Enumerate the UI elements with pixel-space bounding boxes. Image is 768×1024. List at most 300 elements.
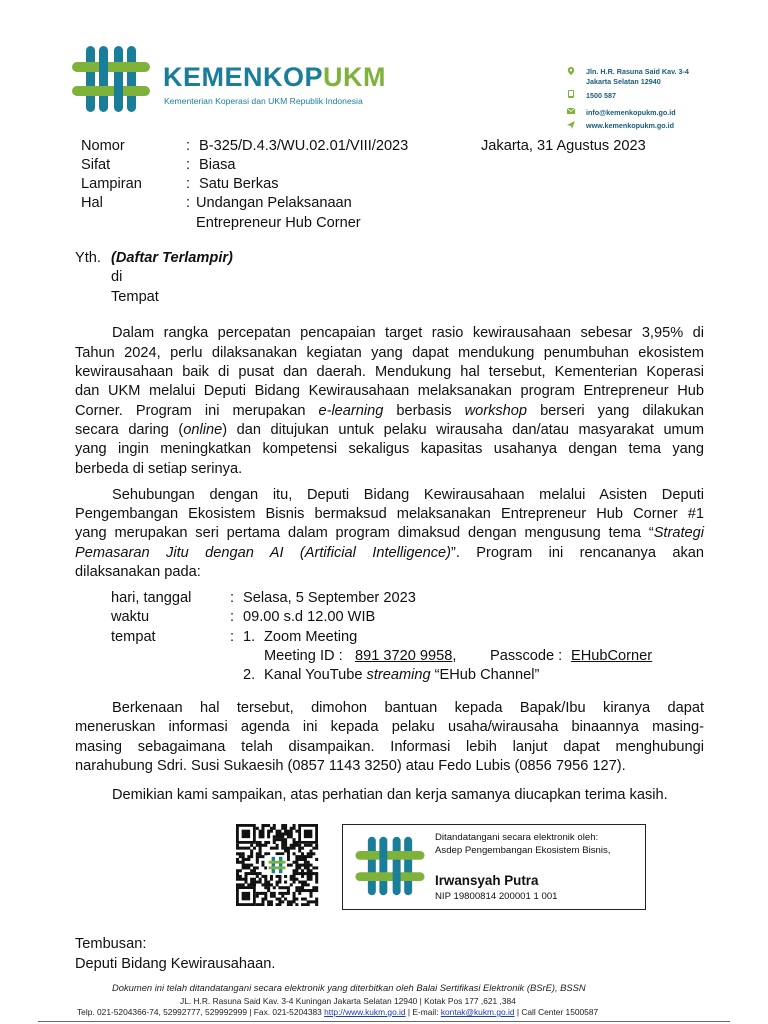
qr-module — [267, 824, 270, 827]
qr-module — [298, 872, 301, 875]
qr-module — [256, 895, 259, 898]
p1-line-6 — [75, 421, 704, 441]
contact-address-line2: Jakarta Selatan 12940 — [586, 77, 661, 86]
qr-module — [310, 900, 313, 903]
qr-module — [298, 858, 301, 861]
recipient-name: (Daftar Terlampir) — [111, 250, 233, 266]
qr-module — [270, 895, 273, 898]
qr-module — [276, 898, 279, 901]
qr-module — [267, 830, 270, 833]
qr-module — [301, 881, 304, 884]
qr-module — [273, 835, 276, 838]
qr-module — [310, 852, 313, 855]
qr-module — [304, 855, 307, 858]
qr-module — [259, 832, 262, 835]
qr-module — [253, 872, 256, 875]
p1-l5b: e-learning — [318, 403, 384, 419]
p2-line-5: dilaksanakan pada: — [75, 564, 201, 580]
qr-module — [287, 832, 290, 835]
qr-module — [236, 858, 239, 861]
qr-module — [281, 900, 284, 903]
qr-module — [276, 835, 279, 838]
qr-module — [278, 903, 281, 906]
qr-module — [242, 864, 245, 867]
send-icon — [567, 121, 575, 129]
item1-number: 1. — [243, 629, 256, 645]
qr-module — [242, 866, 245, 869]
qr-module — [307, 872, 310, 875]
qr-module — [298, 881, 301, 884]
qr-module — [261, 900, 264, 903]
nomor-label: Nomor — [81, 138, 125, 154]
qr-module — [259, 830, 262, 833]
qr-module — [278, 881, 281, 884]
qr-module — [301, 858, 304, 861]
qr-module — [239, 878, 242, 881]
qr-module — [301, 875, 304, 878]
p1-l5a: Corner. Program ini merupakan — [75, 403, 306, 419]
footer-web-link[interactable]: http://www.kukm.go.id — [324, 1007, 406, 1017]
item2-number: 2. — [243, 667, 256, 683]
qr-module — [261, 855, 264, 858]
footer-telp: Telp. 021-5204366-74, 52992777, 529992999 | Fax. 021-5204383 — [77, 1007, 322, 1017]
qr-module — [298, 892, 301, 895]
qr-module — [298, 855, 301, 858]
qr-module — [281, 892, 284, 895]
qr-module — [256, 841, 259, 844]
qr-module — [259, 844, 262, 847]
qr-module — [250, 881, 253, 884]
qr-module — [293, 827, 296, 830]
qr-module — [278, 900, 281, 903]
qr-module — [304, 872, 307, 875]
brand-title — [163, 62, 386, 93]
qr-module — [256, 866, 259, 869]
qr-module — [315, 889, 318, 892]
qr-module — [270, 875, 273, 878]
qr-module — [301, 852, 304, 855]
qr-module — [307, 861, 310, 864]
qr-module — [236, 883, 239, 886]
footer-contacts — [77, 1007, 598, 1017]
qr-module — [293, 878, 296, 881]
closing-thanks: Demikian kami sampaikan, atas perhatian dan kerja samanya diucapkan terima kasih. — [112, 787, 668, 803]
qr-module — [295, 830, 298, 833]
qr-module — [264, 886, 267, 889]
qr-module — [256, 872, 259, 875]
qr-module — [253, 883, 256, 886]
qr-module — [270, 827, 273, 830]
qr-module — [242, 892, 250, 900]
qr-module — [247, 866, 250, 869]
qr-module — [261, 883, 264, 886]
qr-module — [304, 864, 307, 867]
p2-line-4 — [75, 544, 704, 564]
qr-module — [247, 864, 250, 867]
qr-module — [264, 841, 267, 844]
qr-module — [256, 881, 259, 884]
footer-email-sep: | E-mail: — [405, 1007, 441, 1017]
qr-module — [315, 881, 318, 884]
qr-module — [270, 903, 273, 906]
qr-module — [290, 827, 293, 830]
qr-module — [242, 883, 245, 886]
footer-email-link[interactable]: kontak@kukm.go.id — [440, 1007, 515, 1017]
qr-module — [264, 881, 267, 884]
qr-module — [301, 889, 304, 892]
qr-module — [264, 852, 267, 855]
qr-module — [310, 872, 313, 875]
p1-line-5 — [75, 402, 704, 422]
signature-logo-icon — [355, 835, 425, 897]
qr-module — [259, 892, 262, 895]
qr-module — [307, 844, 310, 847]
qr-module — [278, 892, 281, 895]
qr-module — [236, 844, 239, 847]
signer-name: Irwansyah Putra — [435, 873, 539, 888]
qr-module — [310, 855, 313, 858]
qr-module — [293, 861, 296, 864]
qr-module — [270, 830, 273, 833]
p2-l4a: Pemasaran Jitu dengan AI (Artificial Intelligence) — [75, 545, 451, 561]
p1-l6c: ) dan ditujukan untuk pelaku wirausaha dan/atau masyarakat umum — [222, 422, 704, 438]
qr-module — [256, 858, 259, 861]
qr-module — [250, 872, 253, 875]
meeting-id-link[interactable]: 891 3720 9958 — [355, 648, 453, 664]
qr-module — [256, 903, 259, 906]
qr-module — [264, 898, 267, 901]
qr-module — [307, 866, 310, 869]
hari-colon: : — [230, 590, 235, 606]
qr-module — [290, 835, 293, 838]
qr-module — [239, 847, 242, 850]
qr-module — [293, 844, 296, 847]
qr-module — [298, 864, 301, 867]
qr-module — [310, 849, 313, 852]
p1-line-3: kewirausahaan baik di pusat dan daerah. Mendukung hal tersebut, Kementerian Koperasi — [75, 364, 704, 380]
qr-module — [244, 878, 247, 881]
recipient-place: Tempat — [111, 289, 159, 305]
qr-module — [298, 844, 301, 847]
qr-module — [284, 832, 287, 835]
lampiran-colon: : — [186, 176, 191, 192]
qr-module — [284, 898, 287, 901]
waktu-value: 09.00 s.d 12.00 WIB — [243, 609, 376, 625]
qr-module — [293, 869, 296, 872]
qr-module — [256, 861, 259, 864]
qr-module — [290, 903, 293, 906]
qr-module — [281, 852, 284, 855]
qr-module — [264, 878, 267, 881]
qr-module — [307, 900, 310, 903]
qr-module — [281, 835, 284, 838]
hari-value: Selasa, 5 September 2023 — [243, 590, 416, 606]
qr-module — [250, 878, 253, 881]
qr-module — [250, 864, 253, 867]
meeting-id-value[interactable]: 891 3720 9958, — [355, 648, 457, 664]
qr-module — [307, 855, 310, 858]
qr-module — [295, 903, 298, 906]
qr-module — [273, 892, 276, 895]
qr-module — [244, 847, 247, 850]
qr-module — [293, 824, 296, 827]
qr-module — [295, 861, 298, 864]
p1-line-7: yang ingin meningkatkan kompetensi sekaligus kapasitas usahanya dengan tema yang — [75, 441, 704, 457]
qr-module — [287, 889, 290, 892]
signer-nip: NIP 19800814 200001 1 001 — [435, 891, 558, 902]
p1-line-1: Dalam rangka percepatan pencapaian target rasio kewirausahaan sebesar 3,95% di — [112, 325, 704, 341]
tempat-label: tempat — [111, 629, 156, 645]
item2b: streaming — [366, 667, 431, 683]
qr-module — [287, 852, 290, 855]
qr-module — [298, 849, 301, 852]
qr-module — [261, 861, 264, 864]
qr-module — [276, 838, 279, 841]
qr-module — [298, 866, 301, 869]
hal-value-line1: Undangan Pelaksanaan — [196, 195, 352, 211]
contact-email[interactable]: info@kemenkopukm.go.id — [586, 108, 676, 117]
qr-module — [312, 889, 315, 892]
qr-module — [256, 852, 259, 855]
qr-module — [270, 892, 273, 895]
qr-module — [276, 903, 279, 906]
qr-module — [315, 903, 318, 906]
qr-module — [244, 858, 247, 861]
qr-module — [236, 847, 239, 850]
qr-module — [301, 903, 304, 906]
qr-module — [278, 898, 281, 901]
qr-module — [307, 875, 310, 878]
qr-module — [281, 832, 284, 835]
qr-module — [259, 881, 262, 884]
qr-module — [295, 869, 298, 872]
hal-colon: : — [186, 195, 191, 211]
p3-line-1: Berkenaan hal tersebut, dimohon bantuan kepada Bapak/Ibu kiranya dapat — [112, 700, 704, 716]
qr-module — [242, 830, 250, 838]
qr-module — [281, 847, 284, 850]
qr-module — [304, 844, 307, 847]
qr-module — [256, 855, 259, 858]
qr-module — [259, 855, 262, 858]
qr-module — [284, 841, 287, 844]
p3-line-3: masing sebagaimana telah disampaikan. Informasi lebih lanjut dapat menghubungi — [75, 739, 704, 755]
qr-module — [284, 892, 287, 895]
passcode-value[interactable] — [571, 647, 652, 667]
waktu-label: waktu — [111, 609, 150, 625]
p1-line-8: berbeda di setiap serinya. — [75, 461, 243, 477]
place-date: Jakarta, 31 Agustus 2023 — [481, 138, 646, 154]
qr-module — [293, 892, 296, 895]
qr-module — [264, 824, 267, 827]
qr-module — [276, 875, 279, 878]
qr-module — [267, 852, 270, 855]
qr-module — [315, 878, 318, 881]
qr-module — [267, 886, 270, 889]
yth-label: Yth. — [75, 250, 101, 266]
footer-address: JL. H.R. Rasuna Said Kav. 3-4 Kuningan Jakarta Selatan 12940 | Kotak Pos 177 ,621 ,384 — [180, 996, 516, 1006]
cc-recipient: Deputi Bidang Kewirausahaan. — [75, 956, 276, 972]
qr-module — [242, 878, 245, 881]
qr-module — [290, 883, 293, 886]
qr-module — [261, 875, 264, 878]
qr-module — [295, 878, 298, 881]
qr-module — [276, 883, 279, 886]
qr-module — [261, 844, 264, 847]
p1-l6b: online — [183, 422, 223, 438]
qr-module — [253, 847, 256, 850]
qr-module — [264, 895, 267, 898]
qr-module — [273, 841, 276, 844]
waktu-colon: : — [230, 609, 235, 625]
qr-code — [233, 824, 321, 906]
qr-module — [307, 869, 310, 872]
p1-line-2: Tahun 2024, perlu dilaksanakan kegiatan yang dapat mendukung penumbuhan ekosistem — [75, 345, 704, 361]
qr-module — [261, 892, 264, 895]
qr-module — [250, 855, 253, 858]
qr-module — [239, 875, 242, 878]
qr-module — [279, 857, 282, 873]
qr-module — [256, 875, 259, 878]
qr-module — [307, 852, 310, 855]
qr-module — [259, 878, 262, 881]
qr-module — [287, 855, 290, 858]
qr-module — [287, 864, 290, 867]
qr-module — [295, 841, 298, 844]
nomor-value: B-325/D.4.3/WU.02.01/VIII/2023 — [199, 138, 409, 154]
p2-l3a: yang merupakan seri pertama dalam program dimaksud dengan mengusung tema “ — [75, 525, 654, 541]
p2-l4b: ”. Program ini rencananya akan — [450, 545, 704, 561]
passcode-link[interactable]: EHubCorner — [571, 648, 653, 664]
qr-module — [247, 883, 250, 886]
qr-module — [287, 847, 290, 850]
p1-l5d: workshop — [464, 403, 528, 419]
qr-module — [315, 898, 318, 901]
qr-module — [269, 861, 286, 864]
qr-module — [301, 869, 304, 872]
qr-module — [278, 830, 281, 833]
qr-module — [293, 847, 296, 850]
contact-address-line1: Jln. H.R. Rasuna Said Kav. 3-4 — [586, 67, 689, 76]
p2-l3b: Strategi — [653, 525, 704, 541]
qr-module — [290, 832, 293, 835]
qr-module — [261, 827, 264, 830]
qr-module — [250, 844, 253, 847]
qr-module — [236, 869, 239, 872]
qr-module — [304, 898, 307, 901]
qr-module — [261, 864, 264, 867]
qr-module — [261, 832, 264, 835]
qr-module — [293, 895, 296, 898]
contact-phone: 1500 587 — [586, 91, 616, 100]
qr-module — [307, 903, 310, 906]
item2c: “EHub Channel” — [434, 667, 540, 683]
qr-module — [307, 878, 310, 881]
qr-module — [276, 881, 279, 884]
qr-module — [301, 883, 304, 886]
qr-module — [301, 855, 304, 858]
qr-module — [304, 830, 312, 838]
qr-module — [301, 872, 304, 875]
qr-module — [247, 872, 250, 875]
qr-module — [242, 847, 245, 850]
qr-module — [244, 866, 247, 869]
qr-module — [281, 838, 284, 841]
qr-module — [250, 869, 253, 872]
qr-module — [259, 847, 262, 850]
qr-module — [293, 898, 296, 901]
qr-module — [244, 881, 247, 884]
passcode-label: Passcode : — [490, 648, 563, 664]
sifat-value: Biasa — [199, 157, 236, 173]
hari-label: hari, tanggal — [111, 590, 192, 606]
qr-module — [310, 875, 313, 878]
qr-module — [276, 832, 279, 835]
qr-module — [281, 824, 284, 827]
qr-module — [250, 883, 253, 886]
qr-module — [304, 883, 307, 886]
qr-module — [284, 875, 287, 878]
qr-module — [293, 852, 296, 855]
qr-module — [270, 878, 273, 881]
qr-module — [290, 875, 293, 878]
qr-module — [315, 900, 318, 903]
qr-module — [256, 827, 259, 830]
qr-module — [272, 857, 275, 873]
footer-divider — [38, 1021, 730, 1022]
qr-module — [307, 864, 310, 867]
nomor-colon: : — [186, 138, 191, 154]
p2-line-1: Sehubungan dengan itu, Deputi Bidang Kewirausahaan melalui Asisten Deputi — [112, 487, 704, 503]
qr-module — [281, 827, 284, 830]
qr-module — [284, 881, 287, 884]
qr-module — [290, 830, 293, 833]
qr-module — [315, 847, 318, 850]
qr-module — [259, 835, 262, 838]
qr-module — [261, 898, 264, 901]
qr-module — [239, 855, 242, 858]
qr-module — [242, 855, 245, 858]
qr-module — [273, 824, 276, 827]
qr-module — [261, 903, 264, 906]
qr-module — [273, 838, 276, 841]
qr-module — [239, 852, 242, 855]
qr-module — [242, 858, 245, 861]
qr-module — [293, 881, 296, 884]
hal-value-line2: Entrepreneur Hub Corner — [196, 215, 361, 231]
qr-module — [273, 886, 276, 889]
qr-module — [239, 883, 242, 886]
item2a: Kanal YouTube — [264, 667, 363, 683]
qr-module — [293, 875, 296, 878]
qr-module — [290, 844, 293, 847]
qr-module — [267, 883, 270, 886]
qr-module — [267, 903, 270, 906]
qr-module — [273, 895, 276, 898]
qr-module — [290, 847, 293, 850]
qr-module — [287, 900, 290, 903]
qr-module — [293, 838, 296, 841]
contact-website[interactable]: www.kemenkopukm.go.id — [586, 121, 674, 130]
qr-module — [310, 878, 313, 881]
qr-module — [295, 872, 298, 875]
e-signature-box — [342, 824, 646, 910]
qr-module — [310, 889, 313, 892]
qr-module — [236, 878, 239, 881]
qr-module — [250, 849, 253, 852]
qr-module — [284, 830, 287, 833]
qr-module — [259, 872, 262, 875]
qr-module — [315, 872, 318, 875]
